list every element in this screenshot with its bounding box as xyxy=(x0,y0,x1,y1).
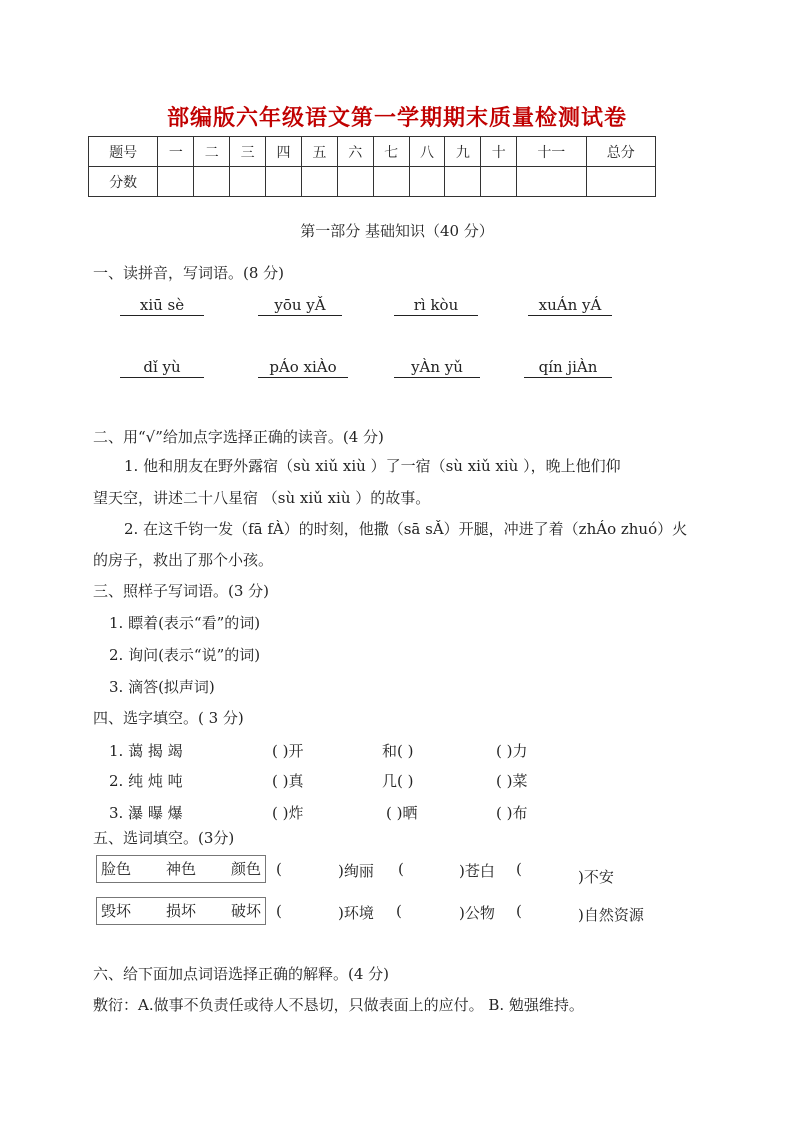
q5-blank[interactable]: )公物 xyxy=(459,904,495,922)
score-cell[interactable] xyxy=(337,167,373,197)
pinyin-blank[interactable]: yÀn yǔ xyxy=(394,358,480,378)
score-cell[interactable] xyxy=(158,167,194,197)
score-header-cell: 三 xyxy=(230,137,266,167)
q5-bracket: ( xyxy=(276,902,282,920)
q1-title: 一、读拼音，写词语。(8 分) xyxy=(93,264,285,282)
score-header-cell: 十 xyxy=(481,137,517,167)
score-header-cell: 四 xyxy=(266,137,302,167)
pinyin-blank[interactable]: dǐ yù xyxy=(120,358,204,378)
q4-blank[interactable]: ( )晒 xyxy=(386,804,418,822)
page-title: 部编版六年级语文第一学期期末质量检测试卷 xyxy=(166,105,627,131)
pinyin-blank[interactable]: yōu yǍ xyxy=(258,296,342,316)
score-header-cell: 一 xyxy=(158,137,194,167)
score-header-cell: 五 xyxy=(301,137,337,167)
score-table-header-row xyxy=(89,137,656,167)
q4-blank[interactable]: ( )炸 xyxy=(272,804,304,822)
q5-blank[interactable]: )环境 xyxy=(338,904,374,922)
q6-line: 敷衍：A.做事不负责任或待人不恳切，只做表面上的应付。 B. 勉强维持。 xyxy=(93,996,584,1014)
q2-line: 2. 在这千钧一发（fā fÀ）的时刻，他撒（sā sǍ）开腿，冲进了着（zhÁo zhuó）火 xyxy=(124,520,688,538)
score-header-cell: 九 xyxy=(445,137,481,167)
score-row-label: 分数 xyxy=(89,167,158,197)
score-header-cell: 六 xyxy=(337,137,373,167)
q5-bracket: ( xyxy=(516,902,522,920)
q4-chars: 1. 蔼 揭 竭 xyxy=(109,742,183,760)
q2-line: 望天空，讲述二十八星宿 （sù xiǔ xiù ）的故事。 xyxy=(93,489,431,507)
word-choice-box xyxy=(96,897,266,925)
part1-title: 第一部分 基础知识（40 分） xyxy=(300,222,494,240)
q4-chars: 3. 瀑 曝 爆 xyxy=(109,804,183,822)
pinyin-blank[interactable]: xuÁn yÁ xyxy=(528,296,612,316)
score-cell[interactable] xyxy=(445,167,481,197)
q4-blank[interactable]: ( )布 xyxy=(496,804,528,822)
q5-bracket: ( xyxy=(276,860,282,878)
score-header-cell: 题号 xyxy=(89,137,158,167)
q4-title: 四、选字填空。( 3 分) xyxy=(93,709,244,727)
pinyin-blank[interactable]: xiū sè xyxy=(120,296,204,316)
score-cell[interactable] xyxy=(586,167,656,197)
score-header-cell: 二 xyxy=(194,137,230,167)
q5-blank[interactable]: )绚丽 xyxy=(338,862,374,880)
q5-bracket: ( xyxy=(398,860,404,878)
q3-title: 三、照样子写词语。(3 分) xyxy=(93,582,270,600)
score-cell[interactable] xyxy=(517,167,586,197)
q4-blank[interactable]: 几( ) xyxy=(382,772,414,790)
q5-blank[interactable]: )自然资源 xyxy=(578,906,644,924)
q5-title: 五、选词填空。(3分) xyxy=(93,829,235,847)
score-table xyxy=(88,136,656,197)
q5-blank[interactable]: )苍白 xyxy=(459,862,495,880)
score-cell[interactable] xyxy=(409,167,445,197)
q3-item: 3. 滴答(拟声词) xyxy=(109,678,215,696)
word-choice: 破坏 xyxy=(230,902,261,920)
score-table-score-row xyxy=(89,167,656,197)
word-choice: 颜色 xyxy=(230,860,261,878)
word-choice: 神色 xyxy=(165,860,196,878)
score-cell[interactable] xyxy=(230,167,266,197)
q2-title: 二、用“√”给加点字选择正确的读音。(4 分) xyxy=(93,428,384,446)
word-choice: 损坏 xyxy=(165,902,196,920)
q2-line: 1. 他和朋友在野外露宿（sù xiǔ xiù ）了一宿（sù xiǔ xiù ），晚上他们仰 xyxy=(124,457,621,475)
q5-blank[interactable]: )不安 xyxy=(578,868,614,886)
q4-blank[interactable]: ( )开 xyxy=(272,742,304,760)
score-header-cell: 八 xyxy=(409,137,445,167)
pinyin-blank[interactable]: pÁo xiÀo xyxy=(258,358,348,378)
score-cell[interactable] xyxy=(194,167,230,197)
q6-title: 六、给下面加点词语选择正确的解释。(4 分) xyxy=(93,965,390,983)
q5-bracket: ( xyxy=(396,902,402,920)
q4-blank[interactable]: 和( ) xyxy=(382,742,414,760)
score-cell[interactable] xyxy=(481,167,517,197)
pinyin-blank[interactable]: qín jiÀn xyxy=(524,358,612,378)
q4-blank[interactable]: ( )力 xyxy=(496,742,528,760)
score-cell[interactable] xyxy=(373,167,409,197)
score-header-cell: 十一 xyxy=(517,137,586,167)
q3-item: 2. 询问(表示“说”的词) xyxy=(109,646,261,664)
word-choice: 毁坏 xyxy=(101,902,132,920)
score-header-cell: 总分 xyxy=(586,137,656,167)
q2-line: 的房子，救出了那个小孩。 xyxy=(93,551,274,569)
q4-chars: 2. 纯 炖 吨 xyxy=(109,772,183,790)
score-cell[interactable] xyxy=(266,167,302,197)
score-header-cell: 七 xyxy=(373,137,409,167)
q5-bracket: ( xyxy=(516,860,522,878)
q4-blank[interactable]: ( )真 xyxy=(272,772,304,790)
q3-item: 1. 瞟着(表示“看”的词) xyxy=(109,614,261,632)
score-cell[interactable] xyxy=(301,167,337,197)
word-choice-box xyxy=(96,855,266,883)
q4-blank[interactable]: ( )菜 xyxy=(496,772,528,790)
word-choice: 脸色 xyxy=(101,860,132,878)
pinyin-blank[interactable]: rì kòu xyxy=(394,296,478,316)
